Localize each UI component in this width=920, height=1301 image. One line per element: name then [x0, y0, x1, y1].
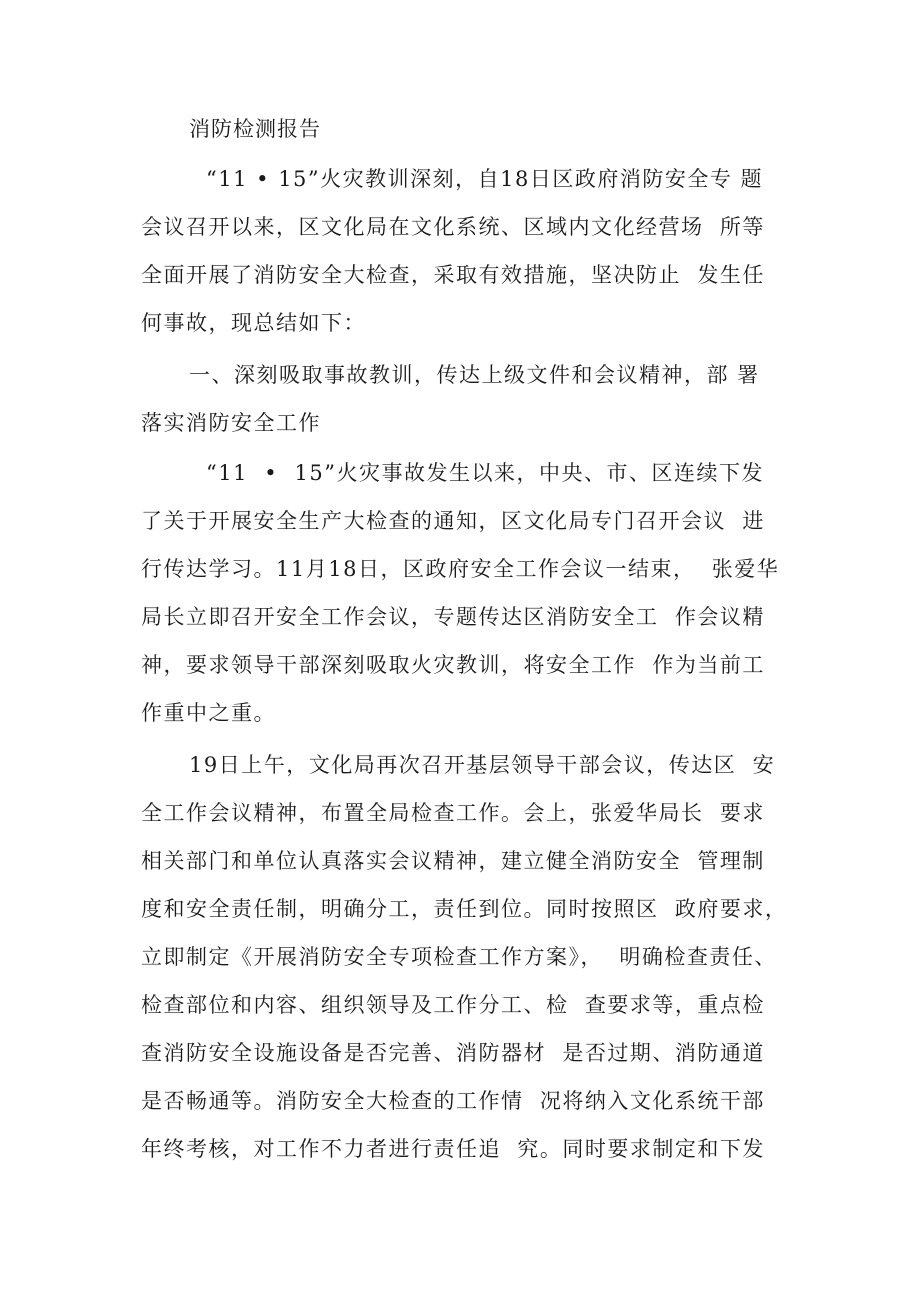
body-line: 了关于开展安全生产大检查的通知，区文化局专门召开会议 进	[141, 509, 765, 533]
body-line: 行传达学习。11月18日，区政府安全工作会议一结束， 张爱华	[141, 557, 780, 581]
body-line: 检查部位和内容、组织领导及工作分工、检 查要求等，重点检	[141, 993, 765, 1017]
body-line: 查消防安全设施设备是否完善、消防器材 是否过期、消防通道	[141, 1041, 765, 1065]
body-line: 年终考核，对工作不力者进行责任追 究。同时要求制定和下发	[141, 1137, 765, 1161]
body-line: “11 • 15”火灾教训深刻，自18日区政府消防安全专 题	[206, 167, 764, 191]
document-title: 消防检测报告	[189, 117, 321, 141]
body-line: 神，要求领导干部深刻吸取火灾教训，将安全工作 作为当前工	[141, 653, 765, 677]
body-line: 作重中之重。	[141, 701, 276, 725]
section-heading: 一、深刻吸取事故教训，传达上级文件和会议精神，部 署	[189, 363, 760, 387]
section-heading: 落实消防安全工作	[141, 411, 321, 435]
body-line: 相关部门和单位认真落实会议精神，建立健全消防安全 管理制	[141, 849, 765, 873]
body-line: 局长立即召开安全工作会议，专题传达区消防安全工 作会议精	[141, 605, 765, 629]
body-line: 19日上午，文化局再次召开基层领导干部会议，传达区 安	[189, 753, 776, 777]
body-line: 全面开展了消防安全大检查，采取有效措施，坚决防止 发生任	[141, 263, 765, 287]
body-line: “11 • 15”火灾事故发生以来，中央、市、区连续下发	[206, 461, 765, 485]
body-line: 全工作会议精神，布置全局检查工作。会上，张爱华局长 要求	[141, 801, 765, 825]
body-line: 何事故，现总结如下：	[141, 311, 366, 335]
body-line: 是否畅通等。消防安全大检查的工作情 况将纳入文化系统干部	[141, 1089, 765, 1113]
body-line: 立即制定《开展消防安全专项检查工作方案》， 明确检查责任、	[141, 945, 777, 969]
body-line: 度和安全责任制，明确分工，责任到位。同时按照区 政府要求，	[141, 897, 788, 921]
body-line: 会议召开以来，区文化局在文化系统、区域内文化经营场 所等	[141, 215, 765, 239]
